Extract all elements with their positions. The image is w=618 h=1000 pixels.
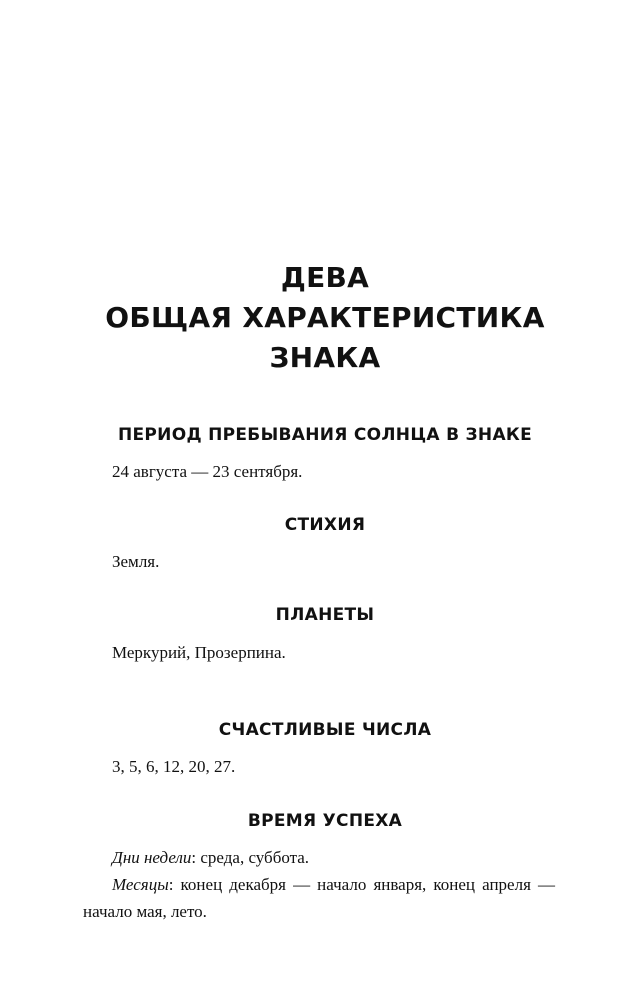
text-lucky-numbers: 3, 5, 6, 12, 20, 27. bbox=[112, 757, 236, 776]
title-line-1: ДЕВА bbox=[280, 261, 370, 294]
heading-success-time: ВРЕМЯ УСПЕХА bbox=[247, 811, 403, 831]
weekdays-value: : среда, суббота. bbox=[191, 848, 310, 867]
heading-sun-period: ПЕРИОД ПРЕБЫВАНИЯ СОЛНЦА В ЗНАКЕ bbox=[117, 425, 533, 445]
text-months bbox=[83, 871, 555, 925]
title-line-3: ЗНАКА bbox=[269, 341, 381, 374]
weekdays-label: Дни недели bbox=[112, 848, 192, 867]
months-value: : конец декабря — начало января, конец апреля — начало мая, лето. bbox=[83, 875, 555, 921]
heading-lucky-numbers: СЧАСТЛИВЫЕ ЧИСЛА bbox=[218, 720, 432, 740]
page-title bbox=[60, 258, 590, 378]
text-planets: Меркурий, Прозерпина. bbox=[112, 643, 286, 662]
heading-planets: ПЛАНЕТЫ bbox=[275, 605, 375, 625]
text-weekdays bbox=[83, 844, 555, 871]
text-element: Земля. bbox=[112, 552, 160, 571]
text-sun-period: 24 августа — 23 сентября. bbox=[112, 462, 303, 481]
title-line-2: ОБЩАЯ ХАРАКТЕРИСТИКА bbox=[105, 301, 545, 334]
heading-element: СТИХИЯ bbox=[284, 515, 366, 535]
months-label: Месяцы bbox=[112, 875, 169, 894]
